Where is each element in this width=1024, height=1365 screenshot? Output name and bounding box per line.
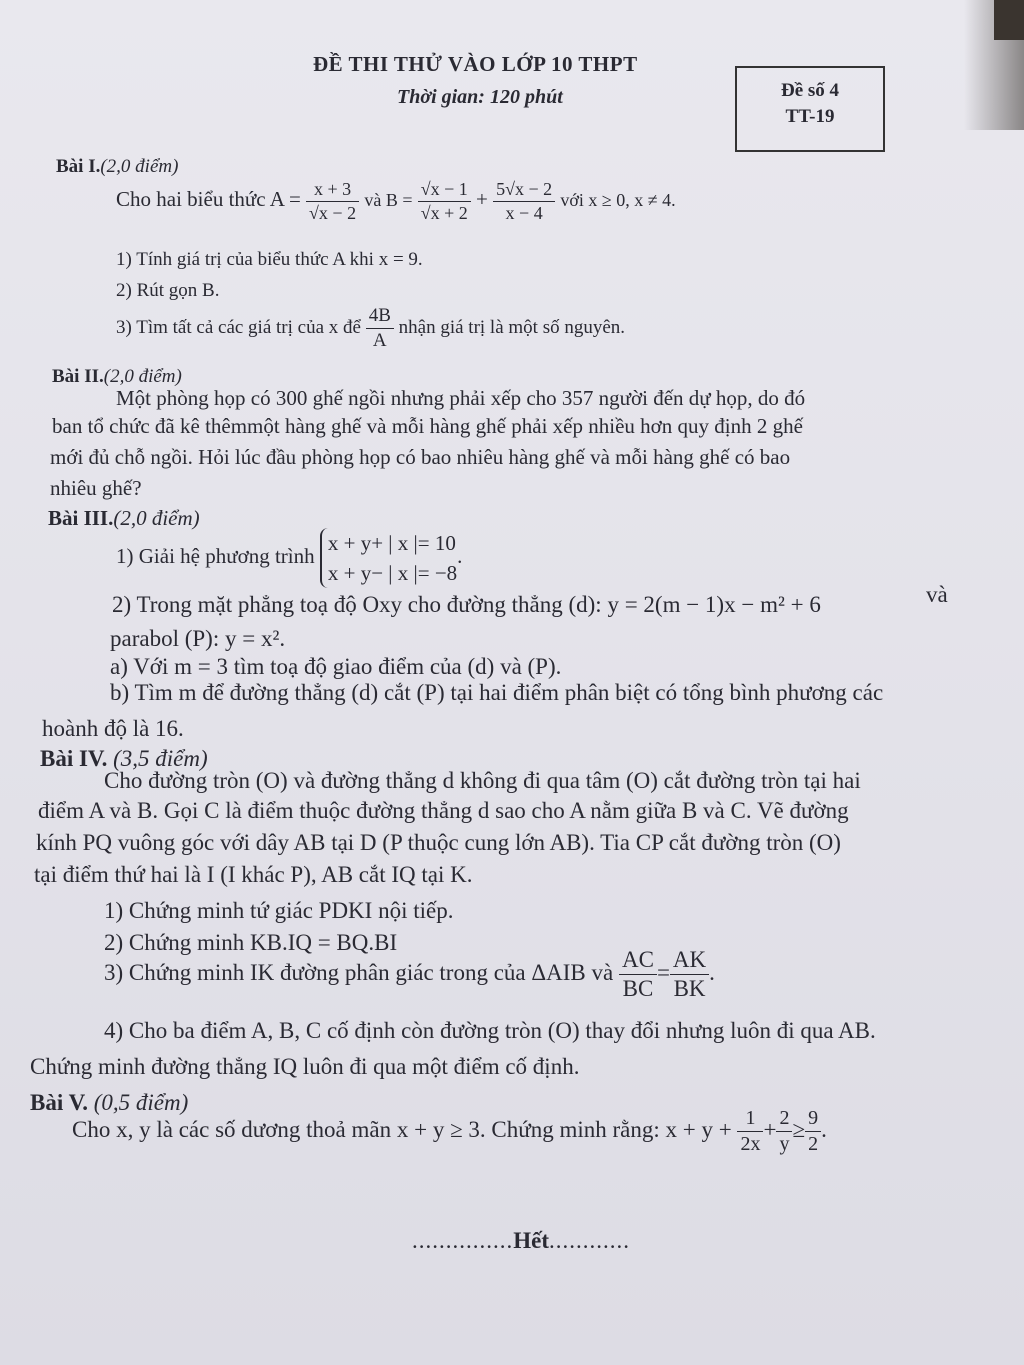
bai4-q3-fraction-1 (619, 948, 657, 1001)
bai3-question-2-line-1: 2) Trong mặt phẳng toạ độ Oxy cho đường thẳng (d): y = 2(m − 1)x − m² + 6 (112, 592, 821, 617)
bai5-text-prefix: Cho x, y là các số dương thoả mãn x + y ≥ 3. Chứng minh rằng: x + y + (72, 1116, 732, 1142)
bai1-q3-prefix: 3) Tìm tất cả các giá trị của x để (116, 316, 361, 338)
bai1-B2-numerator: 5√x − 2 (493, 180, 555, 202)
bai1-condition: với x ≥ 0, x ≠ 4. (560, 190, 676, 211)
bai4-line-1: Cho đường tròn (O) và đường thẳng d không đi qua tâm (O) cắt đường tròn tại hai (104, 768, 861, 793)
bai1-intro: Cho hai biểu thức A = (116, 187, 301, 212)
bai3-question-1 (116, 528, 462, 588)
bai4-heading-points: (3,5 điểm) (113, 746, 208, 771)
end-word: Hết (513, 1228, 550, 1253)
bai3-question-b: b) Tìm m để đường thẳng (d) cắt (P) tại hai điểm phân biệt có tổng bình phương các (110, 680, 884, 705)
bai4-question-1: 1) Chứng minh tứ giác PDKI nội tiếp. (104, 898, 454, 923)
bai1-q3-numerator: 4B (366, 306, 394, 329)
end-dots-left: ............... (412, 1228, 514, 1253)
bai4-q3-equals: = (656, 959, 670, 985)
bai1-B1-denominator: √x + 2 (420, 202, 468, 223)
exam-time: Thời gian: 120 phút (397, 86, 563, 108)
bai5-geq: ≥ (792, 1116, 806, 1142)
bai4-q3-f2-denominator: BK (673, 976, 706, 1002)
bai3-q1-prefix: 1) Giải hệ phương trình (116, 543, 315, 568)
bai3-heading-points: (2,0 điểm) (113, 506, 200, 530)
bai1-fraction-A (306, 180, 359, 223)
bai1-q3-fraction (366, 306, 394, 351)
bai5-f3-numerator: 9 (805, 1108, 821, 1132)
bai5-heading-points: (0,5 điểm) (93, 1090, 189, 1115)
bai4-q3-f2-numerator: AK (670, 948, 709, 975)
exam-end-line (412, 1228, 630, 1254)
bai3-q1-end: . (457, 543, 463, 568)
bai3-equation-system (320, 528, 457, 588)
exam-code-box (735, 66, 885, 152)
bai3-equation-1: x + y+ | x |= 10 (327, 531, 456, 555)
bai1-fraction-B1 (418, 180, 471, 223)
bai2-heading-points: (2,0 điểm) (103, 366, 182, 387)
bai1-heading-label: Bài I. (56, 156, 101, 177)
bai5-statement (72, 1108, 827, 1155)
bai1-fraction-B2 (493, 180, 555, 223)
bai2-line-4: nhiêu ghế? (50, 476, 142, 500)
bai3-system-brace (320, 528, 457, 588)
bai1-question-3 (116, 306, 625, 351)
bai1-plus: + (476, 187, 488, 212)
bai1-heading (56, 156, 178, 178)
exam-code-line2: TT-19 (785, 106, 835, 127)
bai1-B1-numerator: √x − 1 (418, 180, 471, 202)
bai4-line-3: kính PQ vuông góc với dây AB tại D (P thuộc cung lớn AB). Tia CP cắt đường tròn (O) (36, 830, 841, 855)
bai1-A-denominator: √x − 2 (309, 202, 357, 223)
bai1-question-2: 2) Rút gọn B. (116, 280, 220, 301)
bai5-heading-label: Bài V. (30, 1090, 88, 1115)
bai1-A-numerator: x + 3 (306, 180, 359, 202)
bai2-heading-label: Bài II. (52, 366, 104, 387)
bai3-question-b-cont: hoành độ là 16. (42, 716, 184, 741)
bai4-question-4-line-1: 4) Cho ba điểm A, B, C cố định còn đường tròn (O) thay đổi nhưng luôn đi qua AB. (104, 1018, 876, 1043)
bai1-heading-points: (2,0 điểm) (100, 156, 179, 177)
bai4-q3-fraction-2 (670, 948, 709, 1001)
exam-code-line1: Đề số 4 (780, 80, 840, 101)
bai1-and-B: và B = (364, 190, 413, 211)
bai5-f1-numerator: 1 (737, 1108, 763, 1132)
bai1-q3-denominator: A (372, 329, 387, 351)
bai4-question-2: 2) Chứng minh KB.IQ = BQ.BI (104, 930, 398, 955)
exam-title: ĐỀ THI THỬ VÀO LỚP 10 THPT (313, 52, 638, 76)
bai4-question-3 (104, 948, 715, 1001)
background-corner (994, 0, 1024, 40)
bai4-question-4-line-2: Chứng minh đường thẳng IQ luôn đi qua một điểm cố định. (30, 1054, 580, 1079)
bai5-f2-numerator: 2 (776, 1108, 792, 1132)
bai4-line-4: tại điểm thứ hai là I (I khác P), AB cắt IQ tại K. (34, 862, 473, 887)
bai4-line-2: điểm A và B. Gọi C là điểm thuộc đường thẳng d sao cho A nằm giữa B và C. Vẽ đường (38, 798, 849, 823)
bai3-question-2-and: và (926, 582, 948, 607)
bai5-fraction-2 (776, 1108, 792, 1155)
bai5-f1-denominator: 2x (740, 1133, 761, 1155)
bai4-q3-f1-numerator: AC (619, 948, 657, 975)
bai2-line-2: ban tổ chức đã kê thêmmột hàng ghế và mỗi hàng ghế phải xếp nhiều hơn quy định 2 ghế (52, 414, 803, 438)
bai4-q3-end: . (709, 959, 715, 985)
bai1-q3-suffix: nhận giá trị là một số nguyên. (398, 316, 626, 338)
bai5-fraction-3 (805, 1108, 821, 1155)
bai4-q3-f1-denominator: BC (622, 976, 654, 1002)
bai2-line-3: mới đủ chỗ ngồi. Hỏi lúc đầu phòng họp có bao nhiêu hàng ghế và mỗi hàng ghế có bao (50, 445, 791, 469)
end-dots-right: ............ (549, 1228, 631, 1253)
bai5-end: . (821, 1116, 827, 1142)
bai4-q3-prefix: 3) Chứng minh IK đường phân giác trong của ΔAIB và (104, 959, 614, 985)
bai3-heading-label: Bài III. (48, 506, 114, 530)
bai1-B2-denominator: x − 4 (505, 202, 543, 223)
bai2-line-1: Một phòng họp có 300 ghế ngồi nhưng phải xếp cho 357 người đến dự họp, do đó (116, 386, 806, 410)
bai3-question-a: a) Với m = 3 tìm toạ độ giao điểm của (d) và (P). (110, 654, 562, 679)
bai1-question-1: 1) Tính giá trị của biểu thức A khi x = 9. (116, 249, 423, 270)
bai2-heading (52, 366, 182, 388)
bai3-equation-2: x + y− | x |= −8 (327, 561, 458, 585)
bai5-plus: + (763, 1116, 777, 1142)
bai4-heading-label: Bài IV. (40, 746, 108, 771)
bai5-fraction-1 (737, 1108, 763, 1155)
bai5-f2-denominator: y (779, 1133, 790, 1155)
bai5-f3-denominator: 2 (808, 1133, 819, 1155)
bai3-question-2-line-2: parabol (P): y = x². (110, 626, 286, 651)
bai1-expression-line (116, 180, 676, 223)
